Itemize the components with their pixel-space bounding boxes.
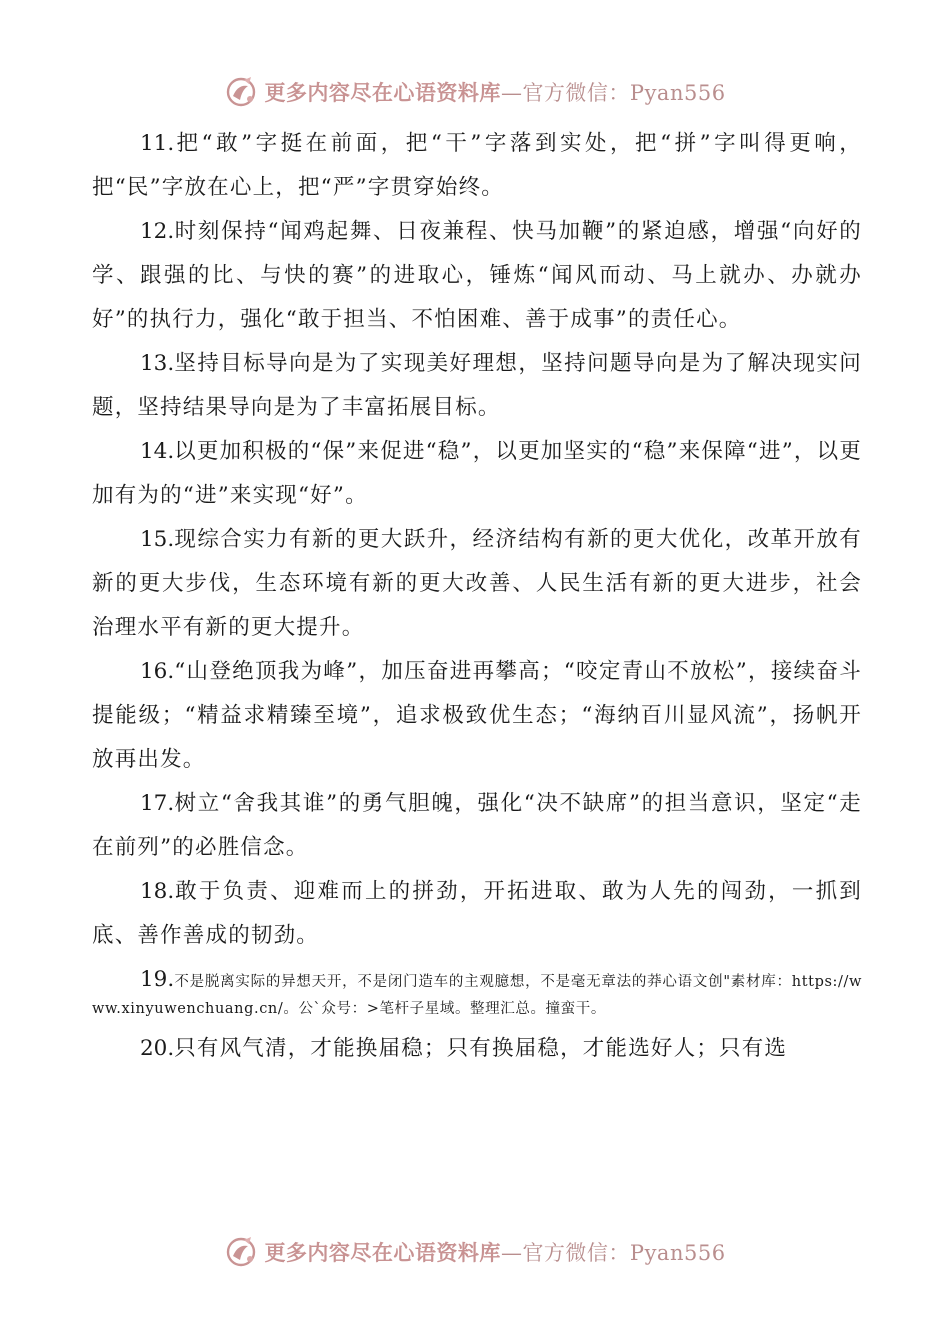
paragraph-15: 15.现综合实力有新的更大跃升，经济结构有新的更大优化，改革开放有新的更大步伐，生态环境有新的更大改善、人民生活有新的更大进步，社会治理水平有新的更大提升。: [92, 527, 862, 640]
paragraph-11: 11.把“敢”字挺在前面，把“干”字落到实处，把“拼”字叫得更响，把“民”字放在心上，把“严”字贯穿始终。: [92, 131, 862, 200]
logo-icon: [224, 1234, 260, 1270]
header-banner: [0, 72, 950, 112]
paragraph-17: 17.树立“舍我其谁”的勇气胆魄，强化“决不缺席”的担当意识，坚定“走在前列”的必胜信念。: [92, 791, 862, 860]
document-body: [92, 122, 862, 1071]
paragraph-14: 14.以更加积极的“保”来促进“稳”，以更加坚实的“稳”来保障“进”，以更加有为的“进”来实现“好”。: [92, 439, 862, 508]
banner-text: 更多内容尽在心语资料库—官方微信：Pyan556: [264, 80, 726, 105]
banner-text: 更多内容尽在心语资料库—官方微信：Pyan556: [264, 1240, 726, 1265]
paragraph-18: 18.敢于负责、迎难而上的拼劲，开拓进取、敢为人先的闯劲，一抓到底、善作善成的韧劲。: [92, 879, 862, 948]
paragraph-19: 19.不是脱离实际的异想天开，不是闭门造车的主观臆想，不是毫无章法的莽心语文创"素材库：https://www.xinyuwenchuang.cn/。公`众号：>笔杆子星域。整理汇总。撞蛮干。: [92, 967, 862, 1017]
footer-banner: [0, 1232, 950, 1272]
paragraph-13: 13.坚持目标导向是为了实现美好理想，坚持问题导向是为了解决现实问题，坚持结果导向是为了丰富拓展目标。: [92, 351, 862, 420]
paragraph-20: 20.只有风气清，才能换届稳；只有换届稳，才能选好人；只有选: [140, 1036, 788, 1061]
paragraph-12: 12.时刻保持“闻鸡起舞、日夜兼程、快马加鞭”的紧迫感，增强“向好的学、跟强的比、与快的赛”的进取心，锤炼“闻风而动、马上就办、办就办好”的执行力，强化“敢于担当、不怕困难、善于成事”的责任心。: [92, 219, 862, 332]
logo-icon: [224, 74, 260, 110]
paragraph-16: 16.“山登绝顶我为峰”，加压奋进再攀高；“咬定青山不放松”，接续奋斗提能级；“精益求精臻至境”，追求极致优生态；“海纳百川显风流”，扬帆开放再出发。: [92, 659, 862, 772]
